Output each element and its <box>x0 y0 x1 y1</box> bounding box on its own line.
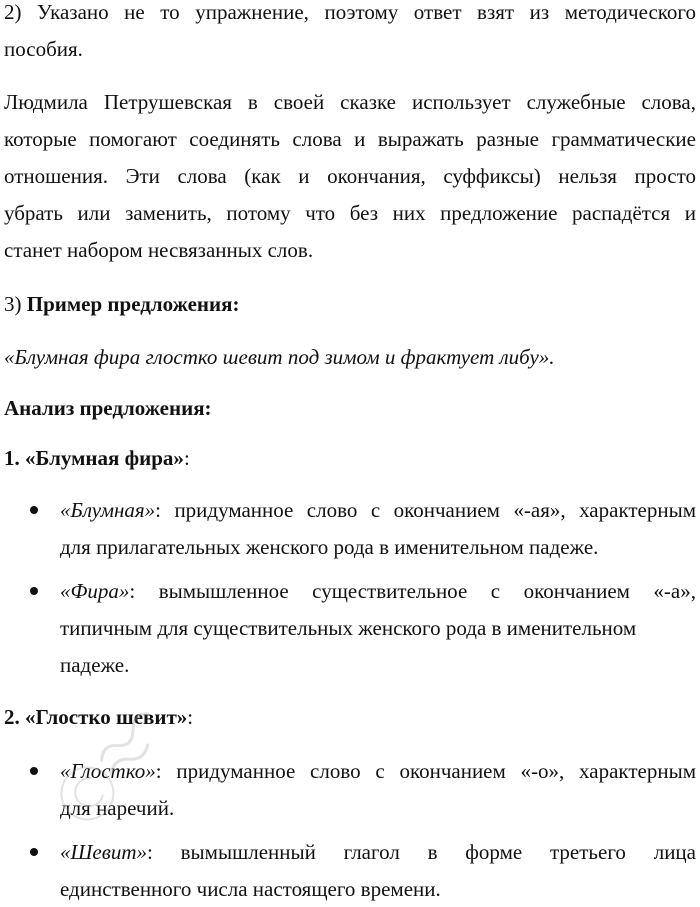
bullet-dot <box>30 587 38 595</box>
p3-line-2: которые помогают соединять слова и выражать разные грамматические <box>4 127 696 151</box>
part2-heading <box>4 699 696 735</box>
part1-heading <box>4 440 696 476</box>
part1-item1-text: : придуманное слово с окончанием «-ая», характерным <box>155 498 696 522</box>
part1-item2-line-1 <box>60 573 696 609</box>
analysis-heading: Анализ предложения: <box>4 396 212 420</box>
term-shevit: «Шевит» <box>60 840 148 864</box>
p2-line-1: 2) Указано не то упражнение, поэтому ответ взят из методического <box>4 0 696 24</box>
bullet-dot <box>30 848 38 856</box>
part2-item2-line-1 <box>60 834 696 870</box>
part1-item1-line-2: для прилагательных женского рода в именительном падеже. <box>60 535 599 559</box>
part2-heading-colon: : <box>187 705 194 729</box>
part1-item1-line-1 <box>60 492 696 528</box>
part1-item2-line-3: падеже. <box>60 653 130 677</box>
term-glostko: «Глостко» <box>60 759 156 783</box>
part1-heading-colon: : <box>183 446 190 470</box>
part1-item2-text: : вымышленное существительное с окончанием «-а», <box>129 579 696 603</box>
example-heading <box>4 286 696 322</box>
p3-line-1: Людмила Петрушевская в своей сказке использует служебные слова, <box>4 90 696 114</box>
term-fira: «Фира» <box>60 579 130 603</box>
part2-item1-line-1 <box>60 753 696 789</box>
part1-heading-bold: 1. «Блумная фира» <box>4 446 184 470</box>
p3-line-4: убрать или заменить, потому что без них предложение распадётся и <box>4 201 696 225</box>
bullet-dot <box>30 767 38 775</box>
p3-line-3: отношения. Эти слова (как и окончания, суффиксы) нельзя просто <box>4 164 696 188</box>
term-blumnaya: «Блумная» <box>60 498 156 522</box>
part1-item2-line-2: типичным для существительных женского рода в именительном <box>60 616 637 640</box>
p3-line-5: станет набором несвязанных слов. <box>4 238 314 262</box>
p2-line-2: пособия. <box>4 37 83 61</box>
part2-heading-bold: 2. «Глостко шевит» <box>4 705 188 729</box>
example-number: 3) <box>4 292 27 316</box>
part2-item1-line-2: для наречий. <box>60 796 175 820</box>
example-heading-text: Пример предложения: <box>26 292 240 316</box>
bullet-dot <box>30 506 38 514</box>
part2-item1-text: : придуманное слово с окончанием «-о», характерным <box>155 759 696 783</box>
part2-item2-text: : вымышленный глагол в форме третьего лица <box>147 840 696 864</box>
part2-item2-line-2: единственного числа настоящего времени. <box>60 877 441 901</box>
example-sentence: «Блумная фира глостко шевит под зимом и фрактует либу». <box>4 345 555 369</box>
